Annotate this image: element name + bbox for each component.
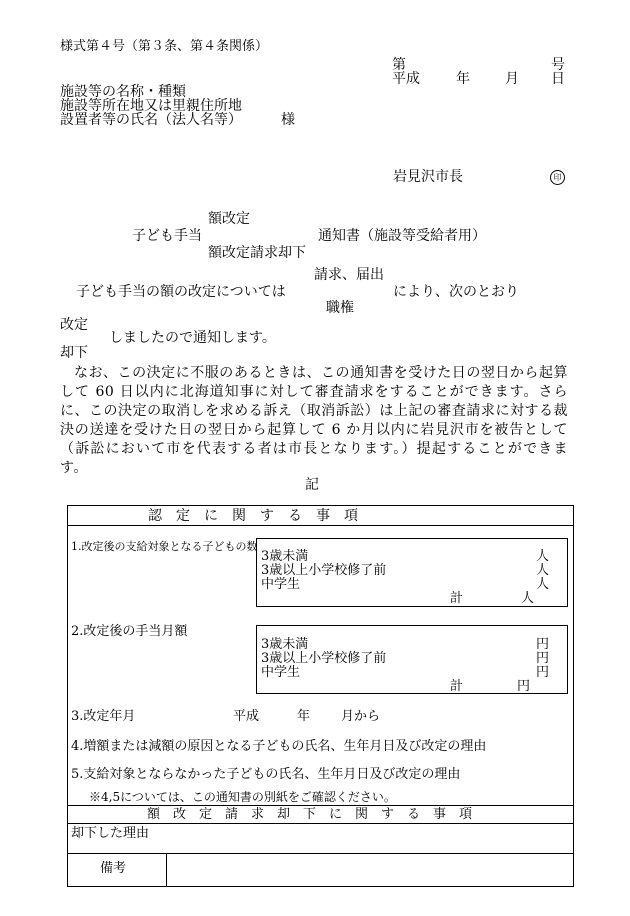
body-after: により、次のとおり [393,284,519,300]
issuer-name: 岩見沢市長 [393,169,463,185]
item5-label: 5.支給対象とならなかった子どもの氏名、生年月日及び改定の理由 [71,767,461,782]
header1-divider [67,525,573,526]
doc-number-go: 号 [551,57,565,73]
header2-top-divider [67,805,573,806]
header2-bottom-divider [67,823,573,824]
body-option-top: 請求、届出 [314,267,384,283]
item3-from: 月から [341,709,381,724]
item1-unit: 人 [536,563,550,578]
body-option-bottom: 職権 [326,300,354,316]
item2-label: 2.改定後の手当月額 [71,624,188,639]
body-main: 子ども手当の額の改定については [76,284,286,300]
remarks-divider [67,853,573,854]
table-header-nintei: 認 定 に 関 す る 事 項 [148,508,358,524]
reject-reason-label: 却下した理由 [71,826,150,841]
item1-row-under3: 3歳未満 [261,549,309,564]
recipient-facility-name: 施設等の名称・種類 [60,84,186,100]
item2-row-under3: 3歳未満 [261,637,309,652]
item1-unit: 人 [536,577,550,592]
item2-total-unit: 円 [517,679,531,694]
doc-number-dai: 第 [392,57,406,73]
recipient-address: 施設等所在地又は里親住所地 [60,98,242,114]
date-year: 年 [456,71,470,87]
item2-row-primary: 3歳以上小学校修了前 [261,651,387,666]
appeal-paragraph: なお、この決定に不服のあるときは、この通知書を受けた日の翌日から起算して 60 日以内に北海道知事に対して審査請求をすることができます。さらに、この決定の取消しを求める訴え（取消訴訟）は上記の審査請求に対する裁決の送達を受けた日の翌日から起算して 6 か月以内に岩見沢市を被告として（訴訟において市を代表する者は市長となります。）提起することができます。 [60,365,568,476]
item2-total-label: 計 [450,679,464,694]
choice-kaitei: 改定 [60,317,88,333]
title-option-bottom: 額改定請求却下 [208,245,306,261]
item4-label: 4.増額または減額の原因となる子どもの氏名、生年月日及び改定の理由 [71,739,487,754]
form-number: 様式第４号（第３条、第４条関係） [60,39,269,54]
title-left: 子ども手当 [132,228,202,244]
item1-unit: 人 [536,549,550,564]
item2-unit: 円 [536,665,550,680]
item2-unit: 円 [536,637,550,652]
item1-row-primary: 3歳以上小学校修了前 [261,563,387,578]
remarks-vertical-divider [166,853,167,886]
recipient-honorific: 様 [281,112,295,128]
item1-label: 1.改定後の支給対象となる子どもの数 [71,540,258,553]
recipient-operator: 設置者等の氏名（法人名等） [60,112,242,128]
item2-row-junior-high: 中学生 [261,665,301,680]
date-day: 日 [551,71,565,87]
table-header-kyakka: 額 改 定 請 求 却 下 に 関 す る 事 項 [147,807,473,822]
item3-label: 3.改定年月 [71,709,136,724]
seal-mark: 印 [550,170,565,185]
item3-year: 年 [297,709,311,724]
item3-era: 平成 [233,709,260,724]
item1-row-junior-high: 中学生 [261,577,301,592]
item1-total-label: 計 [450,591,464,606]
remarks-label: 備考 [100,861,127,876]
item2-unit: 円 [536,651,550,666]
title-right: 通知書（施設等受給者用） [318,228,486,244]
notified-text: しましたので通知します。 [109,330,276,346]
date-era: 平成 [392,71,420,87]
ki-label: 記 [305,477,319,493]
title-option-top: 額改定 [208,211,250,227]
date-month: 月 [505,71,519,87]
choice-kyakka: 却下 [60,345,88,361]
item1-total-unit: 人 [521,591,535,606]
note-text: ※4,5については、この通知書の別紙をご確認ください。 [89,790,396,804]
